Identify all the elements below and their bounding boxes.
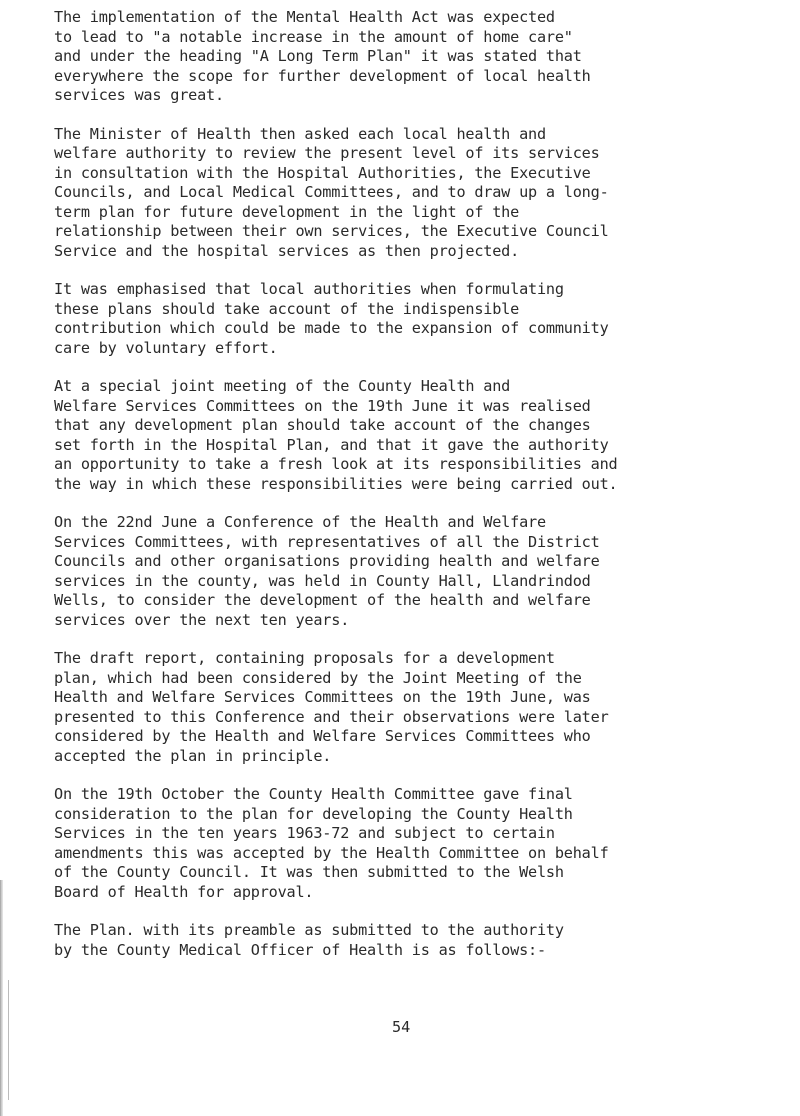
text-line: On the 19th October the County Health Committee gave final bbox=[54, 785, 573, 803]
text-line: Councils and other organisations providing health and welfare bbox=[54, 552, 600, 570]
text-line: The implementation of the Mental Health Act was expected bbox=[54, 8, 555, 26]
text-line: set forth in the Hospital Plan, and that it gave the authority bbox=[54, 435, 609, 454]
text-line: these plans should take account of the indispensible bbox=[54, 299, 520, 318]
text-line: relationship between their own services, the Executive Council bbox=[54, 222, 609, 240]
body-text bbox=[54, 8, 794, 979]
text-line: care by voluntary effort. bbox=[54, 338, 278, 357]
text-line: consideration to the plan for developing the County Health bbox=[54, 804, 573, 823]
text-line: amendments this was accepted by the Health Committee on behalf bbox=[54, 843, 609, 862]
text-line: an opportunity to take a fresh look at its responsibilities and bbox=[54, 455, 618, 473]
text-line: of the County Council. It was then submitted to the Welsh bbox=[54, 863, 564, 881]
text-line: accepted the plan in principle. bbox=[54, 746, 332, 765]
text-line: in consultation with the Hospital Authorities, the Executive bbox=[54, 163, 591, 182]
paragraph bbox=[54, 8, 794, 106]
text-line: Health and Welfare Services Committees on the 19th June, was bbox=[54, 688, 591, 706]
text-line: welfare authority to review the present level of its services bbox=[54, 144, 600, 162]
text-line: On the 22nd June a Conference of the Health and Welfare bbox=[54, 513, 546, 531]
text-line: everywhere the scope for further development of local health bbox=[54, 66, 591, 85]
text-line: services was great. bbox=[54, 86, 224, 104]
text-line: plan, which had been considered by the Joint Meeting of the bbox=[54, 668, 582, 687]
text-line: It was emphasised that local authorities when formulating bbox=[54, 280, 564, 298]
text-line: and under the heading "A Long Term Plan" it was stated that bbox=[54, 47, 582, 65]
paragraph bbox=[54, 125, 794, 262]
text-line: The Minister of Health then asked each local health and bbox=[54, 124, 546, 143]
text-line: considered by the Health and Welfare Services Committees who bbox=[54, 727, 591, 745]
text-line: Wells, to consider the development of the health and welfare bbox=[54, 591, 591, 609]
paragraph bbox=[54, 785, 794, 902]
paragraph bbox=[54, 377, 794, 494]
text-line: term plan for future development in the light of the bbox=[54, 202, 520, 221]
text-line: services over the next ten years. bbox=[54, 610, 350, 629]
scan-edge-mark bbox=[8, 980, 9, 1100]
paragraph bbox=[54, 649, 794, 766]
text-line: Service and the hospital services as then projected. bbox=[54, 241, 520, 260]
text-line: Services in the ten years 1963-72 and subject to certain bbox=[54, 824, 555, 842]
text-line: The Plan. with its preamble as submitted to the authority bbox=[54, 921, 564, 939]
text-line: by the County Medical Officer of Health is as follows:- bbox=[54, 940, 546, 959]
text-line: The draft report, containing proposals for a development bbox=[54, 649, 555, 667]
text-line: Board of Health for approval. bbox=[54, 882, 314, 901]
text-line: services in the county, was held in County Hall, Llandrindod bbox=[54, 571, 591, 590]
text-line: the way in which these responsibilities were being carried out. bbox=[54, 474, 618, 493]
paragraph bbox=[54, 921, 794, 960]
text-line: Councils, and Local Medical Committees, and to draw up a long- bbox=[54, 183, 609, 201]
text-line: to lead to "a notable increase in the amount of home care" bbox=[54, 27, 573, 46]
page-number: 54 bbox=[392, 1018, 411, 1036]
text-line: presented to this Conference and their observations were later bbox=[54, 707, 609, 726]
text-line: Welfare Services Committees on the 19th June it was realised bbox=[54, 396, 591, 415]
paragraph bbox=[54, 513, 794, 630]
text-line: contribution which could be made to the expansion of community bbox=[54, 319, 609, 337]
text-line: that any development plan should take account of the changes bbox=[54, 416, 591, 434]
text-line: Services Committees, with representatives of all the District bbox=[54, 532, 600, 551]
paragraph bbox=[54, 280, 794, 358]
scan-edge-shadow bbox=[0, 880, 3, 1116]
text-line: At a special joint meeting of the County Health and bbox=[54, 377, 511, 395]
